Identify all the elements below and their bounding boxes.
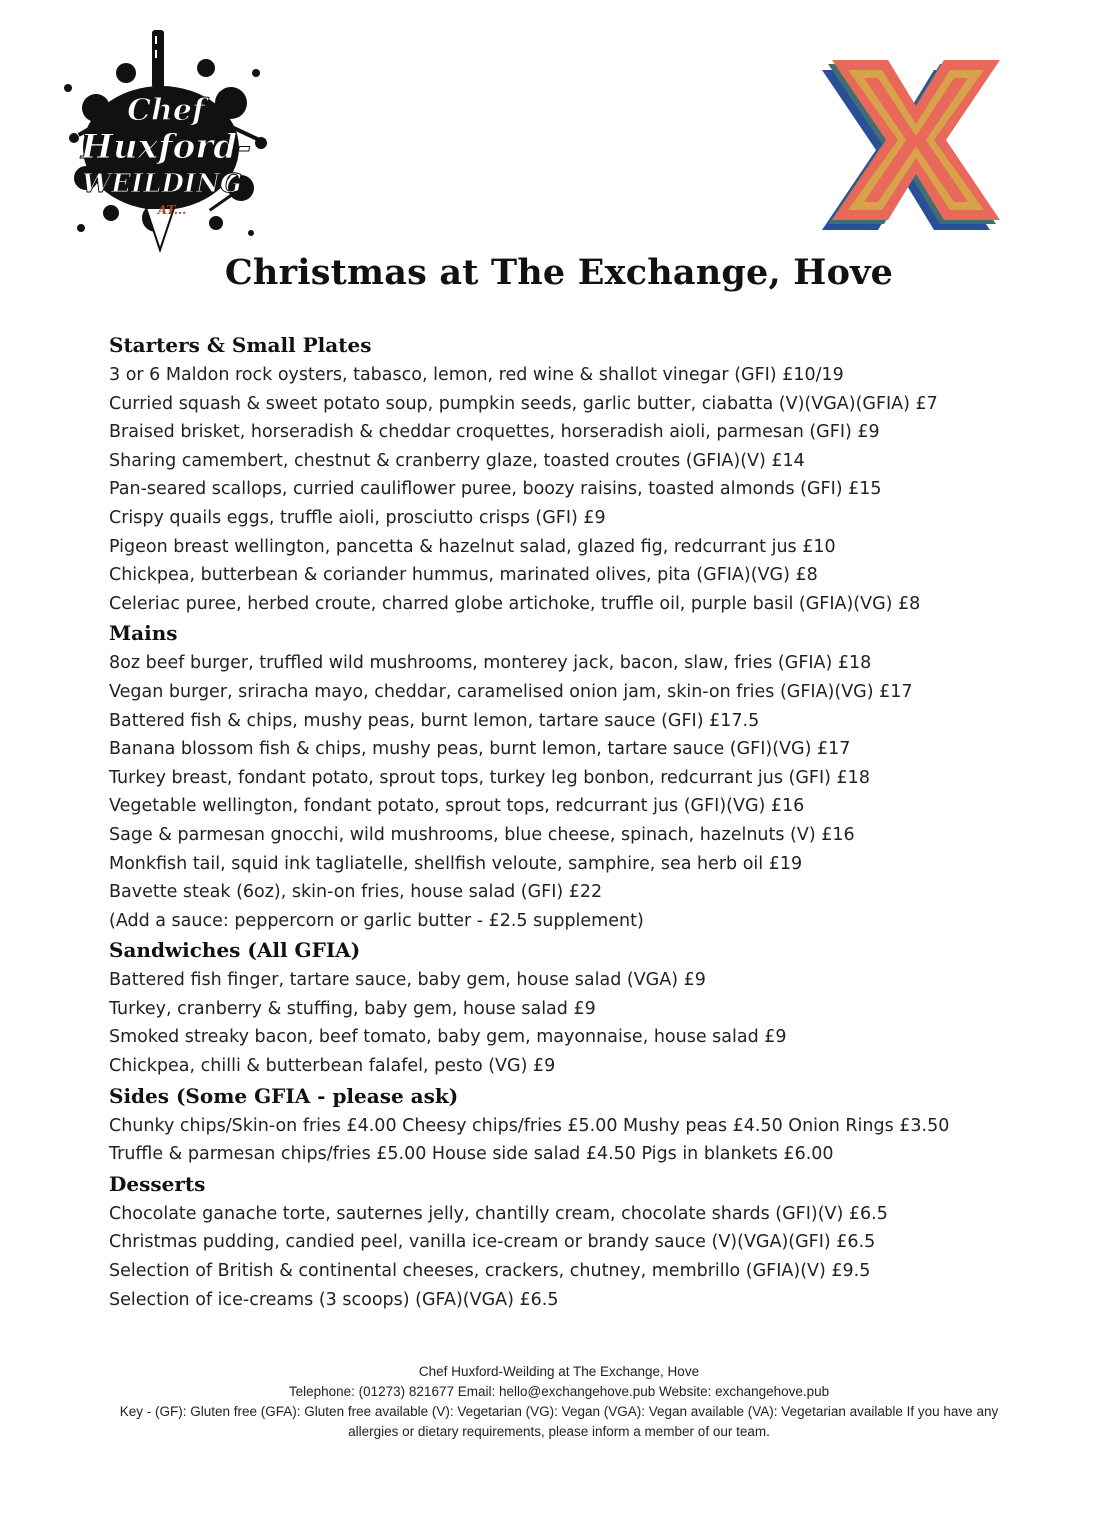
menu-item: Battered fish & chips, mushy peas, burnt lemon, tartare sauce (GFI) £17.5 [109, 710, 760, 731]
exchange-x-logo [818, 46, 1014, 232]
section-title-sandwiches: Sandwiches (All GFIA) [109, 938, 361, 963]
menu-item: Turkey, cranberry & stuffing, baby gem, house salad £9 [109, 998, 596, 1019]
x-logo-letter: X [915, 146, 917, 147]
section-starters [109, 330, 1069, 618]
menu-item: Selection of ice-creams (3 scoops) (GFA)(VGA) £6.5 [109, 1289, 559, 1310]
menu-item: Pan-seared scallops, curried cauliflower puree, boozy raisins, toasted almonds (GFI) £15 [109, 479, 882, 500]
section-mains [109, 618, 1069, 935]
section-title-sides: Sides (Some GFIA - please ask) [109, 1083, 459, 1108]
menu-item: Chickpea, chilli & butterbean falafel, pesto (VG) £9 [109, 1056, 556, 1077]
menu-item: Battered fish finger, tartare sauce, baby gem, house salad (VGA) £9 [109, 970, 706, 991]
section-title-mains: Mains [109, 621, 178, 646]
menu-item: Turkey breast, fondant potato, sprout tops, turkey leg bonbon, redcurrant jus (GFI) £18 [109, 767, 870, 788]
logo-text-huxford: Huxford- [80, 127, 252, 167]
menu-item: 3 or 6 Maldon rock oysters, tabasco, lemon, red wine & shallot vinegar (GFI) £10/19 [109, 365, 844, 385]
footer-contact: Telephone: (01273) 821677 Email: hello@exchangehove.pub Website: exchangehove.pub [288, 1384, 830, 1399]
menu-item: Smoked streaky bacon, beef tomato, baby gem, mayonnaise, house salad £9 [109, 1027, 787, 1048]
menu-item: Braised brisket, horseradish & cheddar croquettes, horseradish aioli, parmesan (GFI) £9 [109, 422, 880, 443]
footer-venue: Chef Huxford-Weilding at The Exchange, Hove [418, 1364, 700, 1379]
menu-item: Curried squash & sweet potato soup, pumpkin seeds, garlic butter, ciabatta (V)(VGA)(GFIA) £7 [109, 393, 938, 414]
menu-item: Monkfish tail, squid ink tagliatelle, shellfish veloute, samphire, sea herb oil £19 [109, 853, 803, 874]
menu-item: Chunky chips/Skin-on fries £4.00 Cheesy chips/fries £5.00 Mushy peas £4.50 Onion Rings £3.50 [109, 1115, 950, 1136]
section-desserts [109, 1169, 1069, 1314]
menu-item: Pigeon breast wellington, pancetta & hazelnut salad, glazed fig, redcurrant jus £10 [109, 536, 836, 557]
menu-item: Vegan burger, sriracha mayo, cheddar, caramelised onion jam, skin-on fries (GFIA)(VG) £17 [109, 681, 913, 702]
chef-logo-graphic [56, 28, 276, 253]
section-sides [109, 1081, 1069, 1169]
menu-item: Vegetable wellington, fondant potato, sprout tops, redcurrant jus (GFI)(VG) £16 [109, 796, 805, 817]
logo-text-chef: Chef [127, 93, 205, 128]
x-logo-graphic [818, 46, 1014, 232]
menu-item: Truffle & parmesan chips/fries £5.00 House side salad £4.50 Pigs in blankets £6.00 [109, 1144, 834, 1165]
menu-item: Chickpea, butterbean & coriander hummus, marinated olives, pita (GFIA)(VG) £8 [109, 565, 818, 586]
menu-item: 8oz beef burger, truffled wild mushrooms, monterey jack, bacon, slaw, fries (GFIA) £18 [109, 653, 872, 674]
menu-item: Celeriac puree, herbed croute, charred globe artichoke, truffle oil, purple basil (GFIA)(VG) £8 [109, 593, 921, 614]
logo-text-at: AT... [157, 203, 187, 217]
menu-item: Sharing camembert, chestnut & cranberry glaze, toasted croutes (GFIA)(V) £14 [109, 450, 805, 471]
menu-note: (Add a sauce: peppercorn or garlic butter - £2.5 supplement) [109, 910, 644, 931]
section-title-starters: Starters & Small Plates [109, 333, 372, 357]
menu-item: Bavette steak (6oz), skin-on fries, house salad (GFI) £22 [109, 882, 603, 903]
menu-item: Chocolate ganache torte, sauternes jelly, chantilly cream, chocolate shards (GFI)(V) £6.5 [109, 1203, 888, 1224]
section-title-desserts: Desserts [109, 1171, 206, 1196]
chef-logo [56, 28, 276, 253]
logo-text-weilding: WEILDING [81, 169, 243, 199]
menu-item: Banana blossom fish & chips, mushy peas, burnt lemon, tartare sauce (GFI)(VG) £17 [109, 739, 851, 760]
section-sandwiches [109, 935, 1069, 1080]
menu-item: Christmas pudding, candied peel, vanilla ice-cream or brandy sauce (V)(VGA)(GFI) £6.5 [109, 1232, 876, 1253]
menu [109, 330, 1069, 1314]
footer [100, 1362, 1018, 1442]
footer-key: Key - (GF): Gluten free (GFA): Gluten free available (V): Vegetarian (VG): Vegan (VGA): Vegan available (VA): Vegetarian available If you have any allergies or dietary requirements, please inform a member of our team. [119, 1404, 999, 1439]
page-title: Christmas at The Exchange, Hove [224, 252, 894, 293]
menu-item: Sage & parmesan gnocchi, wild mushrooms, blue cheese, spinach, hazelnuts (V) £16 [109, 824, 855, 845]
menu-item: Selection of British & continental cheeses, crackers, chutney, membrillo (GFIA)(V) £9.5 [109, 1261, 871, 1282]
menu-item: Crispy quails eggs, truffle aioli, prosciutto crisps (GFI) £9 [109, 507, 606, 528]
